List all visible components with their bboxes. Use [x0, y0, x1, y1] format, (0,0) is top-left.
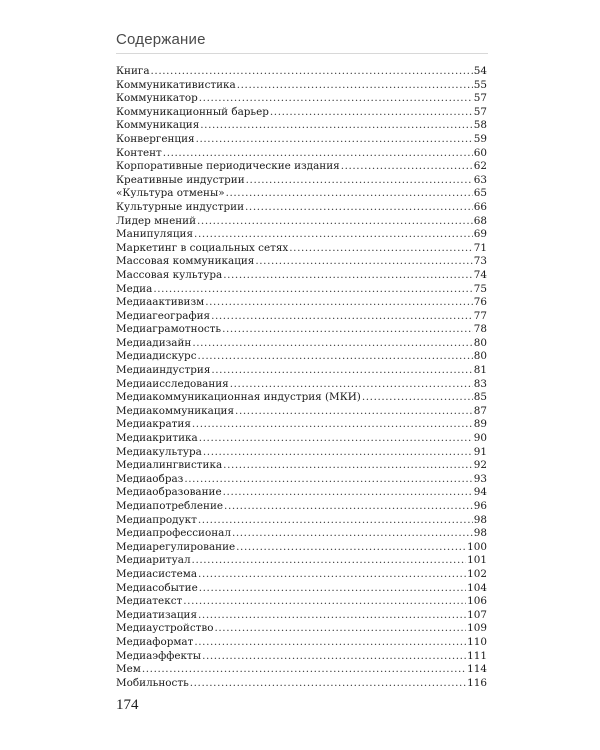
toc-leader-dots — [362, 391, 473, 405]
toc-leader-dots — [341, 160, 473, 174]
toc-entry — [116, 405, 487, 419]
toc-entry-page: 87 — [473, 404, 487, 417]
toc-entry — [116, 283, 487, 297]
toc-entry-title: Медиаграмотность — [116, 323, 222, 336]
toc-entry-page: 98 — [473, 513, 487, 526]
toc-entry-page: 63 — [473, 173, 487, 186]
toc-leader-dots — [192, 418, 473, 432]
toc-entry-page: 111 — [467, 649, 487, 662]
toc-entry-page: 80 — [473, 350, 487, 363]
toc-entry — [116, 650, 487, 664]
toc-leader-dots — [246, 174, 473, 188]
toc-leader-dots — [197, 215, 473, 229]
toc-entry — [116, 174, 487, 188]
toc-entry-title: Медиаформат — [116, 635, 194, 648]
toc-leader-dots — [192, 337, 472, 351]
toc-leader-dots — [198, 350, 473, 364]
toc-entry-page: 101 — [467, 554, 487, 567]
toc-entry-title: Маркетинг в социальных сетях — [116, 241, 289, 254]
toc-entry-title: Коммуникационный барьер — [116, 105, 269, 118]
toc-leader-dots — [199, 432, 473, 446]
toc-entry-title: Манипуляция — [116, 228, 194, 241]
toc-entry-page: 98 — [473, 527, 487, 540]
toc-entry-title: Медиаиндустрия — [116, 364, 211, 377]
toc-leader-dots — [198, 568, 466, 582]
toc-entry-page: 89 — [473, 418, 487, 431]
toc-entry — [116, 378, 487, 392]
toc-entry-page: 94 — [473, 486, 487, 499]
toc-entry-title: Медиакультура — [116, 445, 202, 458]
toc-entry — [116, 65, 487, 79]
toc-entry — [116, 459, 487, 473]
toc-leader-dots — [236, 541, 466, 555]
toc-entry-page: 58 — [473, 119, 487, 132]
toc-leader-dots — [153, 283, 472, 297]
toc-entry-title: Медиаобразование — [116, 486, 222, 499]
toc-entry-page: 80 — [473, 336, 487, 349]
toc-entry-title: Медиалингвистика — [116, 459, 223, 472]
toc-entry-page: 73 — [473, 255, 487, 268]
toc-entry-title: Культурные индустрии — [116, 200, 245, 213]
toc-entry-page: 116 — [467, 676, 487, 689]
toc-entry-page: 57 — [473, 105, 487, 118]
toc-entry-title: Корпоративные периодические издания — [116, 160, 340, 173]
toc-entry-title: Медиаритуал — [116, 554, 191, 567]
table-of-contents — [116, 65, 487, 690]
toc-entry-page: 93 — [473, 472, 487, 485]
toc-entry-page: 78 — [473, 323, 487, 336]
toc-entry-page: 76 — [473, 296, 487, 309]
toc-entry — [116, 133, 487, 147]
toc-entry-title: Медиаисследования — [116, 377, 229, 390]
toc-entry-title: Коммуникация — [116, 119, 200, 132]
toc-leader-dots — [223, 269, 473, 283]
toc-entry — [116, 201, 487, 215]
toc-entry-page: 100 — [467, 540, 487, 553]
toc-entry — [116, 323, 487, 337]
toc-entry-title: Медиакоммуникация — [116, 404, 235, 417]
page-title: Содержание — [116, 31, 206, 48]
toc-leader-dots — [183, 595, 466, 609]
toc-entry-title: Контент — [116, 146, 162, 159]
toc-entry — [116, 582, 487, 596]
toc-entry-page: 59 — [473, 132, 487, 145]
toc-leader-dots — [224, 500, 473, 514]
header-divider — [116, 53, 488, 54]
toc-leader-dots — [235, 405, 473, 419]
toc-leader-dots — [151, 65, 473, 79]
toc-entry-title: Медиадизайн — [116, 336, 192, 349]
toc-entry — [116, 269, 487, 283]
toc-leader-dots — [200, 119, 472, 133]
toc-entry — [116, 255, 487, 269]
toc-leader-dots — [199, 92, 473, 106]
toc-entry-title: Конвергенция — [116, 132, 195, 145]
toc-entry-title: Медиапродукт — [116, 513, 197, 526]
toc-entry-page: 96 — [473, 500, 487, 512]
toc-entry — [116, 350, 487, 364]
toc-entry-page: 74 — [473, 268, 487, 281]
toc-leader-dots — [222, 323, 473, 337]
toc-entry-title: Медиакоммуникационная индустрия (МКИ) — [116, 391, 361, 404]
toc-entry — [116, 187, 487, 201]
toc-entry-page: 107 — [467, 608, 487, 621]
toc-entry-page: 92 — [473, 459, 487, 472]
toc-entry — [116, 79, 487, 93]
toc-leader-dots — [223, 459, 473, 473]
toc-leader-dots — [198, 609, 466, 623]
toc-entry-page: 83 — [473, 377, 487, 390]
toc-leader-dots — [211, 364, 472, 378]
toc-leader-dots — [196, 133, 473, 147]
toc-entry-title: Медиаустройство — [116, 622, 214, 635]
toc-entry-title: Медиапрофессионал — [116, 527, 231, 540]
toc-entry — [116, 622, 487, 636]
toc-entry-page: 66 — [473, 200, 487, 213]
toc-entry-page: 114 — [467, 663, 487, 676]
toc-entry — [116, 554, 487, 568]
toc-leader-dots — [163, 147, 473, 161]
toc-entry — [116, 514, 487, 528]
toc-entry-page: 68 — [473, 214, 487, 227]
toc-entry-page: 104 — [467, 581, 487, 594]
toc-entry-title: Массовая культура — [116, 268, 223, 281]
toc-entry-title: Медиасистема — [116, 567, 198, 580]
toc-entry-title: Креативные индустрии — [116, 173, 245, 186]
toc-entry — [116, 337, 487, 351]
toc-leader-dots — [230, 378, 473, 392]
toc-entry-title: Медиатекст — [116, 595, 183, 608]
toc-leader-dots — [192, 554, 467, 568]
toc-entry-title: Медиарегулирование — [116, 540, 236, 553]
toc-entry-title: Книга — [116, 65, 150, 77]
toc-entry-title: Мобильность — [116, 676, 189, 689]
toc-leader-dots — [203, 446, 473, 460]
toc-entry-page: 81 — [473, 364, 487, 377]
toc-leader-dots — [237, 79, 473, 93]
toc-leader-dots — [226, 187, 473, 201]
toc-entry — [116, 486, 487, 500]
toc-entry — [116, 228, 487, 242]
toc-entry-title: Медиасобытие — [116, 581, 198, 594]
toc-leader-dots — [202, 650, 466, 664]
toc-entry — [116, 106, 487, 120]
toc-leader-dots — [194, 228, 473, 242]
toc-entry-title: Медиаобраз — [116, 472, 184, 485]
toc-entry — [116, 527, 487, 541]
toc-entry-page: 62 — [473, 160, 487, 173]
toc-entry-title: Коммуникатор — [116, 92, 198, 105]
toc-entry-title: «Культура отмены» — [116, 187, 225, 200]
toc-entry — [116, 568, 487, 582]
toc-entry-title: Медиаэффекты — [116, 649, 202, 662]
toc-leader-dots — [270, 106, 473, 120]
toc-entry-title: Массовая коммуникация — [116, 255, 255, 268]
toc-leader-dots — [198, 514, 473, 528]
toc-entry-page: 106 — [467, 595, 487, 608]
toc-entry-page: 69 — [473, 228, 487, 241]
toc-entry-title: Медиапотребление — [116, 500, 224, 512]
toc-entry-title: Медиадискурс — [116, 350, 197, 363]
toc-entry — [116, 609, 487, 623]
toc-entry — [116, 677, 487, 691]
toc-leader-dots — [190, 677, 466, 691]
toc-entry — [116, 541, 487, 555]
toc-entry-page: 75 — [473, 282, 487, 295]
toc-entry — [116, 242, 487, 256]
toc-entry — [116, 418, 487, 432]
toc-entry-title: Медиакритика — [116, 432, 198, 445]
toc-entry-title: Медиа — [116, 282, 153, 295]
toc-entry — [116, 636, 487, 650]
toc-entry-title: Медиакратия — [116, 418, 191, 431]
toc-entry — [116, 160, 487, 174]
toc-entry-title: Медиаактивизм — [116, 296, 205, 309]
toc-entry — [116, 663, 487, 677]
toc-entry-title: Мем — [116, 663, 141, 676]
toc-leader-dots — [223, 486, 473, 500]
toc-entry — [116, 391, 487, 405]
toc-leader-dots — [205, 296, 473, 310]
toc-entry-title: Медиатизация — [116, 608, 198, 621]
toc-entry-page: 91 — [473, 445, 487, 458]
toc-entry — [116, 215, 487, 229]
toc-leader-dots — [215, 622, 467, 636]
toc-entry — [116, 147, 487, 161]
toc-leader-dots — [245, 201, 473, 215]
toc-entry — [116, 310, 487, 324]
toc-entry-page: 65 — [473, 187, 487, 200]
toc-leader-dots — [289, 242, 473, 256]
toc-entry-page: 102 — [467, 567, 487, 580]
toc-leader-dots — [184, 473, 472, 487]
toc-entry-title: Лидер мнений — [116, 214, 197, 227]
toc-entry-page: 55 — [473, 78, 487, 91]
toc-entry — [116, 595, 487, 609]
toc-leader-dots — [211, 310, 473, 324]
toc-entry-page: 109 — [467, 622, 487, 635]
toc-entry-page: 60 — [473, 146, 487, 159]
toc-entry — [116, 92, 487, 106]
toc-entry — [116, 364, 487, 378]
page-number: 174 — [116, 697, 139, 713]
toc-entry-page: 57 — [473, 92, 487, 105]
toc-entry — [116, 473, 487, 487]
toc-entry-page: 77 — [473, 309, 487, 322]
toc-entry-page: 110 — [467, 635, 487, 648]
toc-entry — [116, 500, 487, 514]
toc-leader-dots — [194, 636, 466, 650]
toc-entry — [116, 446, 487, 460]
toc-entry — [116, 432, 487, 446]
toc-entry-page: 54 — [473, 65, 487, 77]
toc-entry-page: 71 — [473, 241, 487, 254]
toc-leader-dots — [142, 663, 466, 677]
toc-leader-dots — [255, 255, 472, 269]
toc-entry — [116, 296, 487, 310]
toc-entry-page: 90 — [473, 432, 487, 445]
toc-entry-title: Коммуникативистика — [116, 78, 236, 91]
toc-entry-title: Медиагеография — [116, 309, 211, 322]
toc-entry — [116, 119, 487, 133]
toc-leader-dots — [232, 527, 473, 541]
toc-leader-dots — [199, 582, 466, 596]
toc-entry-page: 85 — [473, 391, 487, 404]
